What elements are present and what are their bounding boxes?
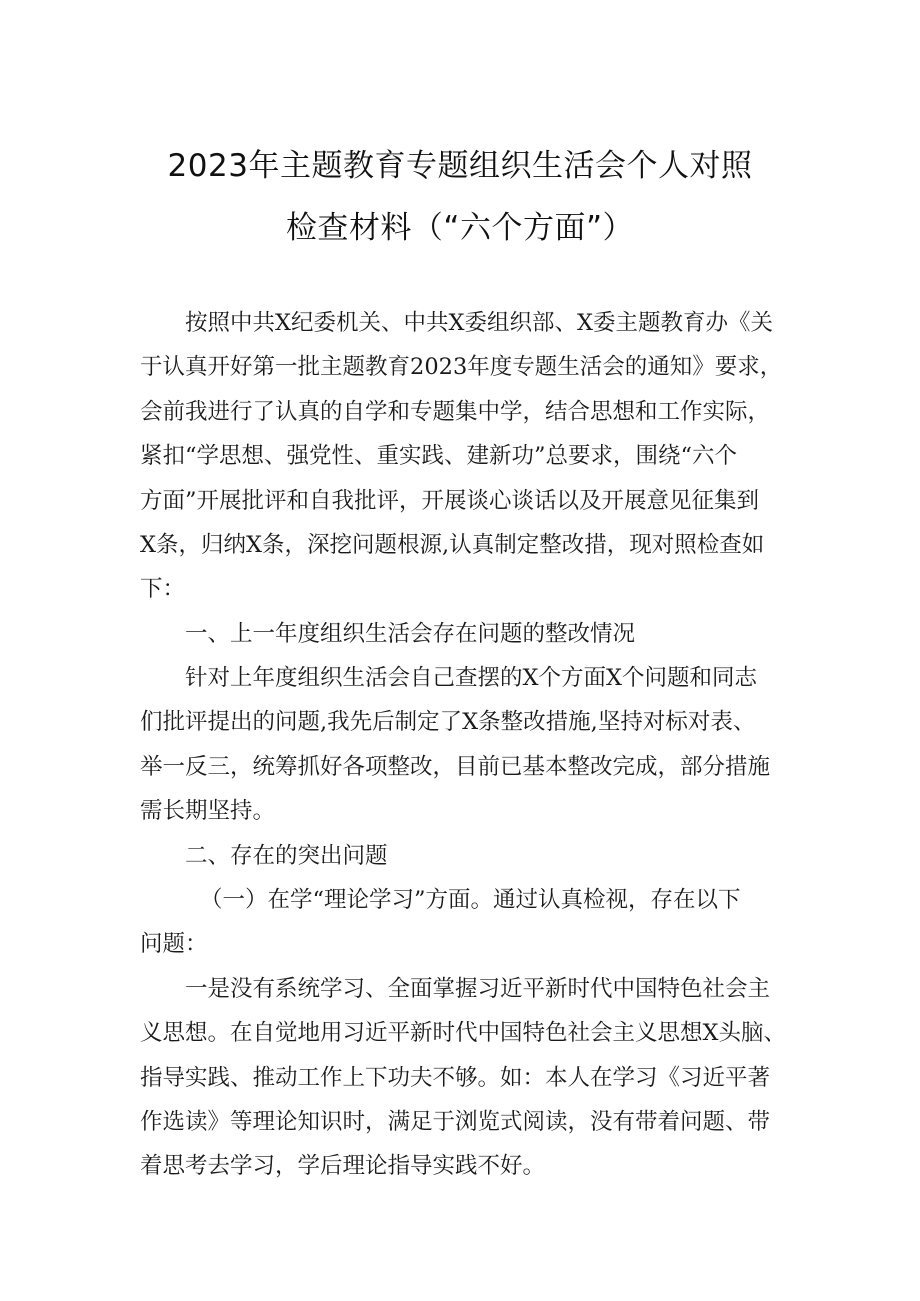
document-title-line-2: 检查材料（“六个方面”） [285, 210, 635, 246]
paragraph-2-line-2: 们批评提出的问题,我先后制定了X条整改措施,坚持对标对表、 [140, 709, 756, 735]
paragraph-3-line-3: 指导实践、推动工作上下功夫不够。如：本人在学习《习近平著 [140, 1065, 771, 1091]
section-heading-2: 二、存在的突出问题 [185, 843, 388, 869]
paragraph-2-line-4: 需长期坚持。 [140, 798, 276, 824]
paragraph-1-line-4: 紧扣“学思想、强党性、重实践、建新功”总要求，围绕“六个 [140, 443, 738, 469]
paragraph-1-line-3: 会前我进行了认真的自学和专题集中学，结合思想和工作实际， [140, 399, 771, 425]
paragraph-1-line-2: 于认真开好第一批主题教育2023年度专题生活会的通知》要求， [140, 354, 783, 380]
subsection-heading-1-line-2: 问题： [140, 931, 208, 957]
paragraph-3-line-2: 义思想。在自觉地用习近平新时代中国特色社会主义思想X头脑、 [140, 1020, 787, 1046]
paragraph-1-line-6: X条，归纳X条，深挖问题根源,认真制定整改措，现对照检查如 [140, 532, 765, 558]
document-title-line-1: 2023年主题教育专题组织生活会个人对照 [167, 148, 753, 184]
paragraph-3-line-1: 一是没有系统学习、全面掌握习近平新时代中国特色社会主 [185, 976, 771, 1002]
subsection-heading-1-line-1: （一）在学“理论学习”方面。通过认真检视，存在以下 [200, 887, 741, 913]
section-heading-1: 一、上一年度组织生活会存在问题的整改情况 [185, 621, 636, 647]
paragraph-3-line-4: 作选读》等理论知识时，满足于浏览式阅读，没有带着问题、带 [140, 1109, 771, 1135]
paragraph-2-line-1: 针对上年度组织生活会自己查摆的X个方面X个问题和同志 [185, 665, 758, 691]
paragraph-1-line-1: 按照中共X纪委机关、中共X委组织部、X委主题教育办《关 [185, 310, 774, 336]
paragraph-1-line-7: 下： [140, 576, 186, 602]
paragraph-1-line-5: 方面”开展批评和自我批评，开展谈心谈话以及开展意见征集到 [140, 488, 760, 514]
paragraph-2-line-3: 举一反三，统筹抓好各项整改，目前已基本整改完成，部分措施 [140, 754, 771, 780]
paragraph-3-line-5: 着思考去学习，学后理论指导实践不好。 [140, 1153, 546, 1179]
